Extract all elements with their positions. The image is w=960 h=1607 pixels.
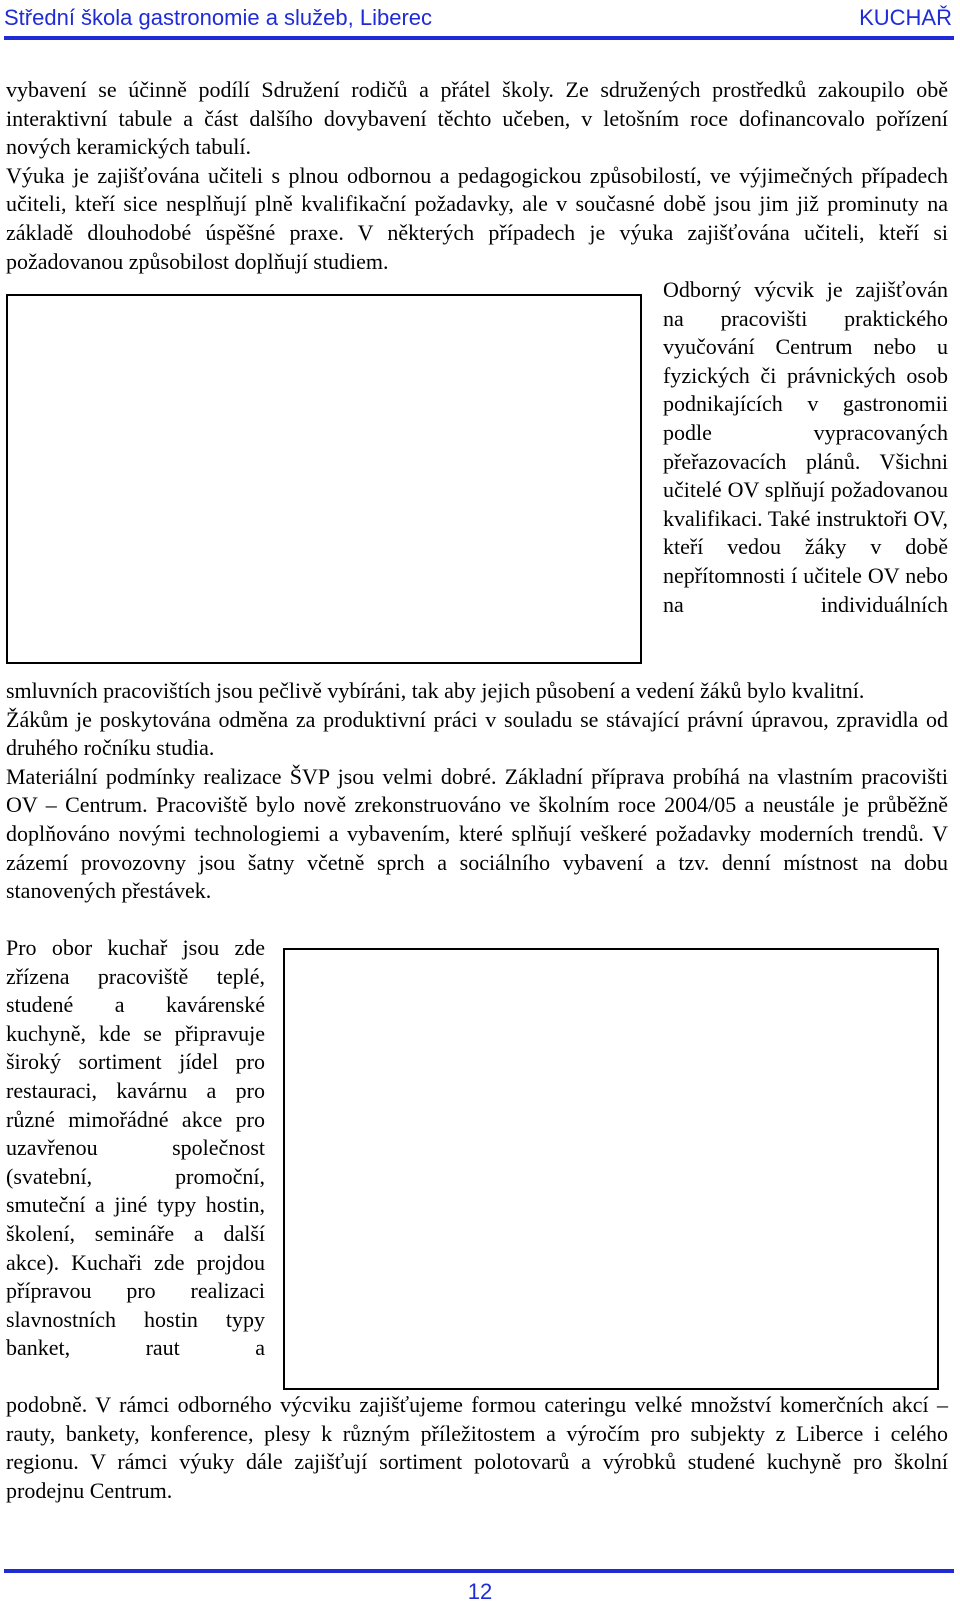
intro-section: [6, 76, 948, 276]
paragraph-teaching-staff: Výuka je zajišťována učiteli s plnou odbornou a pedagogickou způsobilostí, ve výjimečných případech učiteli, kteří sice nesplňují plně kvalifikační požadavky, ale v současné době jsou jim již prominuty na základě dlouhodobé úspěšné praxe. V některých případech je výuka zajišťována učiteli, kteří si požadovanou způsobilost doplňují studiem.: [6, 162, 948, 274]
page-header: [4, 0, 954, 40]
study-field: KUCHAŘ: [859, 5, 952, 30]
kitchen-side-column: [6, 934, 265, 1363]
paragraph-catering: podobně. V rámci odborného výcviku zajišťujeme formou cateringu velké množství komerčních akcí – rauty, bankety, konference, plesy k různým příležitostem a výročím pro subjekty z Liberce i celého regionu. V rámci výuky dále zajišťují sortiment polotovarů a výrobků studené kuchyně pro školní prodejnu Centrum.: [6, 1392, 948, 1503]
paragraph-kitchens: Pro obor kuchař jsou zde zřízena pracoviště teplé, studené a kavárenské kuchyně, kde se připravuje široký sortiment jídel pro restauraci, kavárnu a pro různé mimořádné akce pro uzavřenou společnost (svatební, promoční, smuteční a jiné typy hostin, školení, semináře a další akce). Kuchaři zde projdou přípravou pro realizaci slavnostních hostin typy banket, raut a: [6, 935, 265, 1361]
training-photo-placeholder: [6, 294, 642, 664]
catering-section: [6, 1391, 948, 1505]
paragraph-vocational-training: Odborný výcvik je zajišťován na pracovišti praktického vyučování Centrum nebo u fyzických či právnických osob podnikajících v gastronomii podle vypracovaných přeřazovacích plánů. Všichni učitelé OV splňují požadovanou kvalifikaci. Také instruktoři OV, kteří vedou žáky v době nepřítomnosti í učitele OV nebo na individuálních: [663, 277, 948, 617]
school-name: Střední škola gastronomie a služeb, Liberec: [4, 5, 433, 30]
conditions-section: [6, 677, 948, 906]
page-number: 12: [467, 1579, 493, 1604]
paragraph-material-conditions: Materiální podmínky realizace ŠVP jsou velmi dobré. Základní příprava probíhá na vlastním pracovišti OV – Centrum. Pracoviště bylo nově zrekonstruováno ve školním roce 2004/05 a neustále je průběžně doplňováno novými technologiemi a vybavením, které splňují veškeré požadavky moderních trendů. V zázemí provozovny jsou šatny včetně sprch a sociálního vybavení a tzv. denní místnost na dobu stanovených přestávek.: [6, 763, 948, 904]
paragraph-reward: Žákům je poskytována odměna za produktivní práci v souladu se stávající právní úpravou, zpravidla od druhého ročníku studia.: [6, 706, 948, 761]
paragraph-instructors-continued: smluvních pracovištích jsou pečlivě vybíráni, tak aby jejich působení a vedení žáků bylo kvalitní.: [6, 678, 865, 703]
header-divider: [4, 36, 954, 40]
paragraph-equipment: vybavení se účinně podílí Sdružení rodičů a přátel školy. Ze sdružených prostředků zakoupilo obě interaktivní tabule a část dalšího dovybavení těchto učeben, v letošním roce dofinancovalo pořízení nových keramických tabulí.: [6, 77, 948, 160]
footer-divider: [4, 1569, 954, 1573]
training-side-column: [663, 276, 948, 619]
kitchen-photo-placeholder: [283, 948, 939, 1390]
